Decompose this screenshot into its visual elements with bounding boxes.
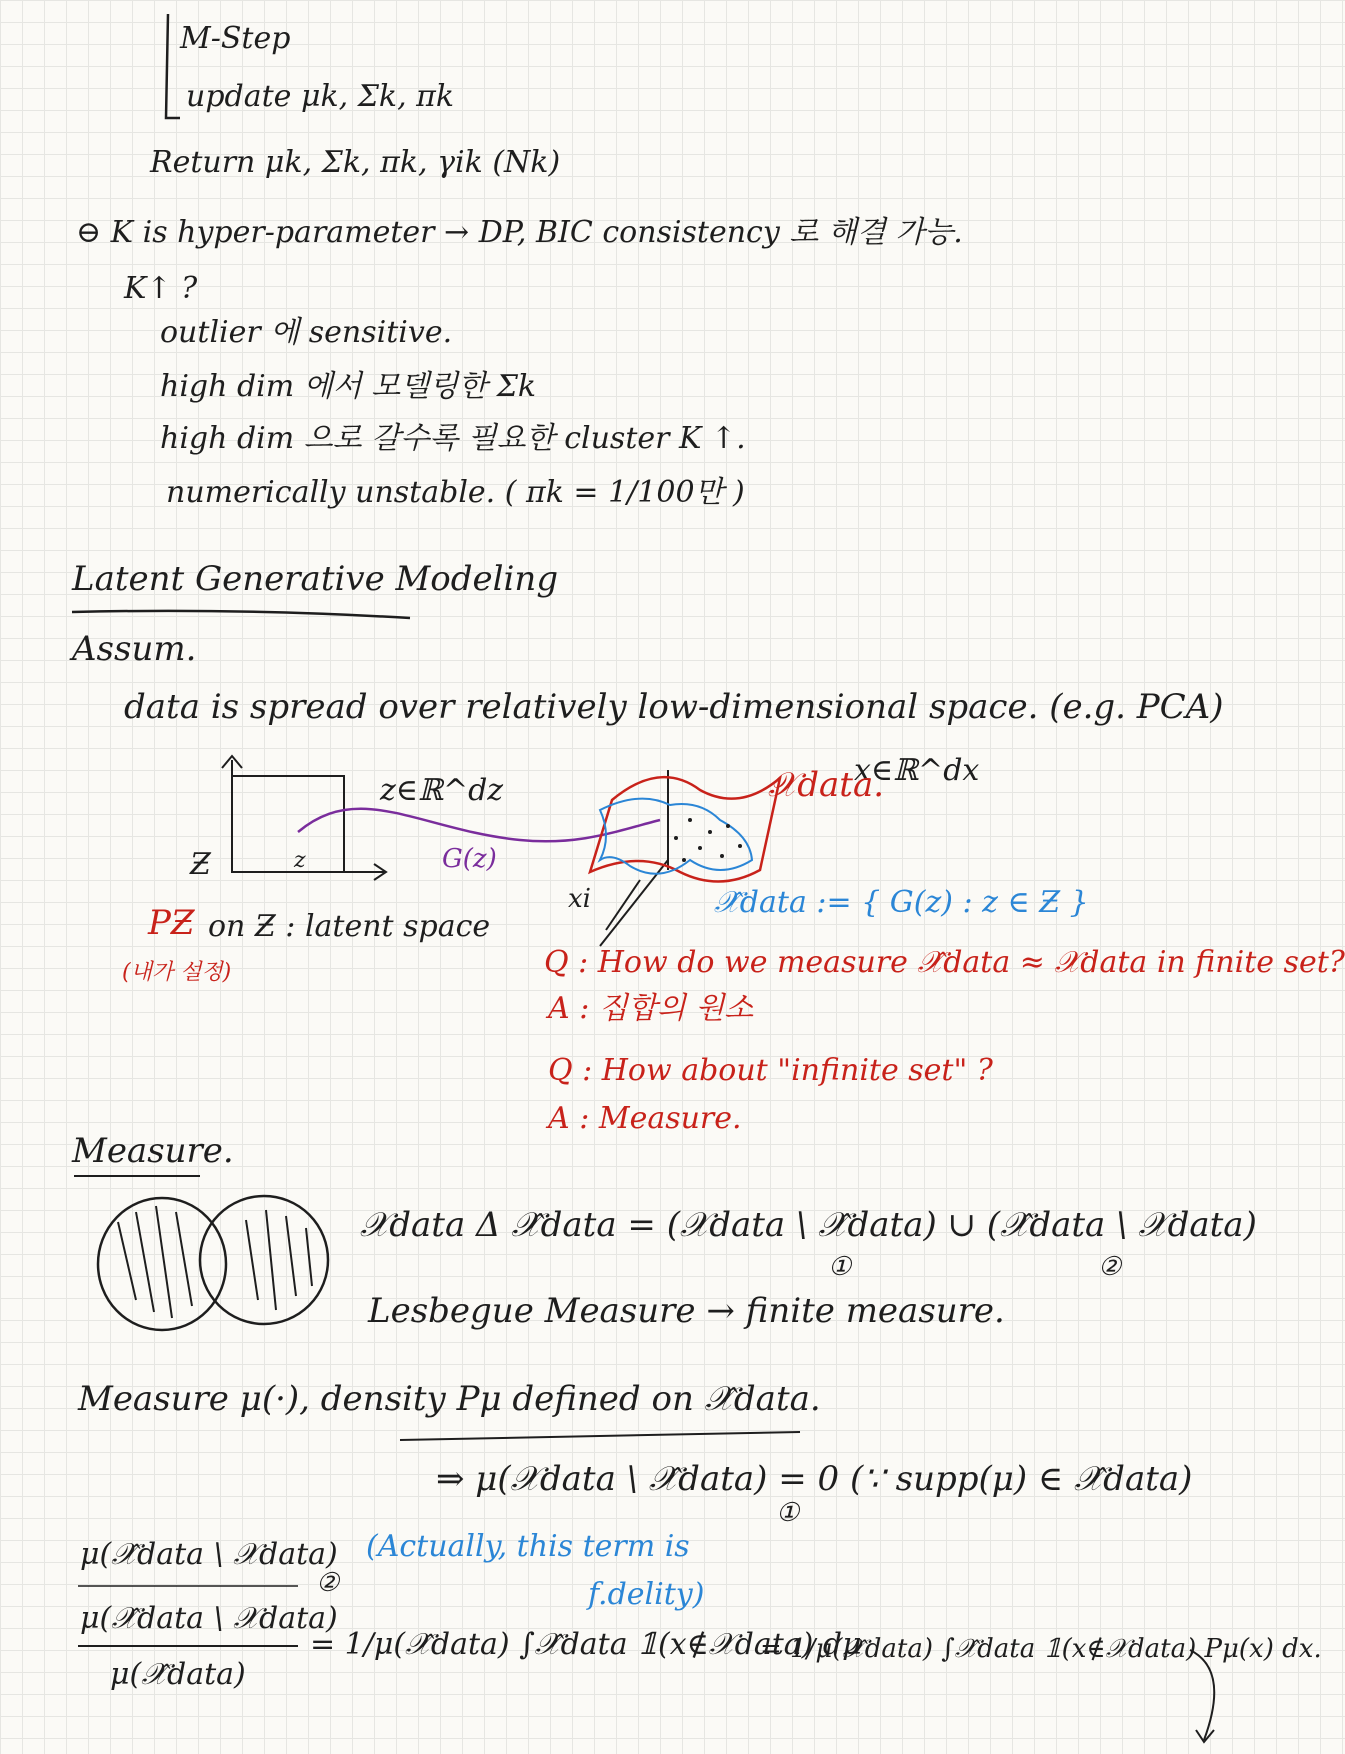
z-point-label: z (294, 848, 306, 873)
implies-line: ⇒ μ(𝒳data \ 𝒳̂data) = 0 (∵ supp(μ) ∈ 𝒳̂data) (436, 1459, 1193, 1499)
m-step-label: M-Step (180, 21, 291, 56)
fraction-numerator: μ(𝒳̂data \ 𝒳data) (80, 1601, 338, 1636)
assum-label: Assum. (72, 629, 197, 669)
symmetric-difference-eq: 𝒳data Δ 𝒳̂data = (𝒳data \ 𝒳̂data) ∪ (𝒳̂data \ 𝒳data) (360, 1205, 1257, 1245)
cons-item: high dim 에서 모델링한 Σk (160, 369, 537, 404)
circled-two-b: ② (316, 1568, 340, 1598)
qa-answer-1: A : 집합의 원소 (548, 991, 754, 1026)
cons-item: high dim 으로 갈수록 필요한 cluster K ↑. (160, 421, 746, 456)
cons-item: outlier 에 sensitive. (160, 315, 453, 350)
pz-label: PƵ (148, 903, 195, 943)
latent-axis-x-arrow (374, 864, 386, 880)
update-line: update μk, Σk, πk (186, 79, 455, 114)
fidelity-note: f.delity) (588, 1577, 705, 1612)
data-axis-short (606, 880, 640, 930)
actually-note: (Actually, this term is (366, 1529, 690, 1564)
latent-heading: Latent Generative Modeling (72, 559, 559, 599)
venn-circle-left (98, 1198, 226, 1330)
pz-note: (내가 설정) (122, 960, 232, 985)
latent-heading-underline (72, 611, 410, 618)
cons-item: numerically unstable. ( πk = 1/100만 ) (166, 475, 745, 510)
qa-question-1: Q : How do we measure 𝒳̂data ≈ 𝒳data in finite set? (544, 945, 1345, 980)
x-data-manifold (590, 777, 780, 881)
integral-eq-1: = 1/μ(𝒳̂data) ∫𝒳̂data 𝟙(x∉𝒳data) dμ (310, 1627, 862, 1662)
density-line: Measure μ(·), density Pμ defined on 𝒳̂data. (78, 1379, 821, 1419)
x-data-label: 𝒳data. (768, 765, 885, 805)
z-axis-label: Ƶ (190, 847, 211, 882)
latent-space-box (232, 776, 344, 872)
data-points (674, 818, 742, 862)
mu-term: μ(𝒳̂data \ 𝒳data) (80, 1537, 338, 1572)
x-space-label: x∈ℝ^dx (854, 753, 980, 788)
return-line: Return μk, Σk, πk, γik (Nk) (150, 145, 561, 180)
x-hat-definition: 𝒳̂data := { G(z) : z ∈ Ƶ } (714, 885, 1089, 920)
data-axis-diag (600, 860, 668, 946)
measure-heading: Measure. (72, 1131, 234, 1171)
generator-curve (298, 809, 660, 842)
density-underline (400, 1432, 800, 1440)
generator-label: G(z) (442, 844, 497, 874)
z-space-label: z∈ℝ^dz (380, 773, 504, 808)
cons-line: ⊖ K is hyper-parameter → DP, BIC consistency 로 해결 가능. (76, 215, 963, 250)
latent-axis-y-arrow (222, 756, 242, 768)
venn-circle-right (200, 1196, 328, 1324)
qa-question-2: Q : How about "infinite set" ? (548, 1053, 993, 1088)
em-bracket (166, 14, 180, 118)
assum-text: data is spread over relatively low-dimensional space. (e.g. PCA) (124, 687, 1224, 727)
pz-text: on Ƶ : latent space (208, 909, 491, 944)
lebesgue-line: Lesbegue Measure → finite measure. (368, 1291, 1005, 1331)
circled-one-note: ① (776, 1498, 800, 1528)
x-hat-manifold (600, 799, 752, 874)
k-up-question: K↑ ? (124, 271, 198, 306)
integral-eq-2: = 1/μ(𝒳̂data) ∫𝒳̂data 𝟙(x∉𝒳data) Pμ(x) dx. (760, 1634, 1322, 1664)
x-i-label: xi (568, 884, 591, 914)
venn-hatching (118, 1206, 312, 1318)
fraction-denominator: μ(𝒳̂data) (110, 1657, 246, 1692)
circled-two: ② (1098, 1252, 1122, 1282)
continue-arrow-head (1196, 1730, 1214, 1742)
circled-one: ① (828, 1252, 852, 1282)
qa-answer-2: A : Measure. (548, 1101, 742, 1136)
